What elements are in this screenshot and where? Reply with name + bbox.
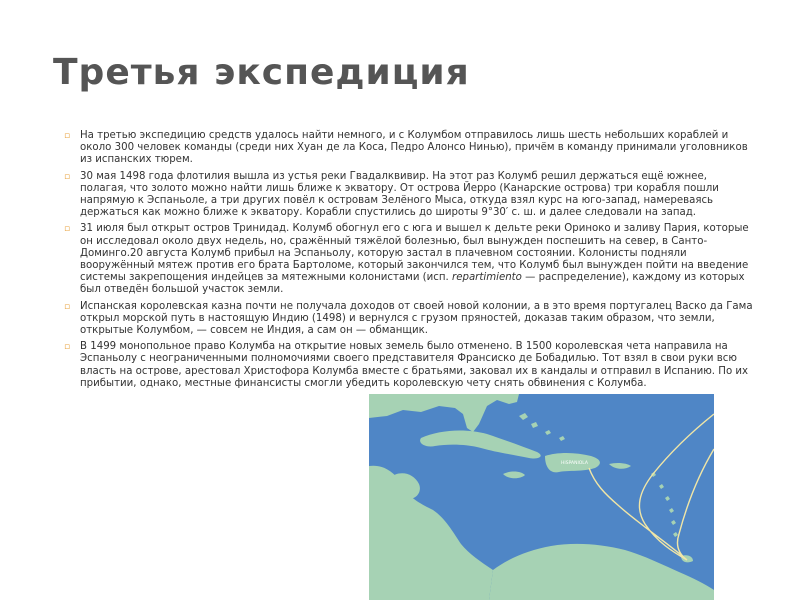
bullet-item <box>64 301 754 338</box>
bullet-text-italic: repartimiento <box>452 272 522 284</box>
bullet-item <box>64 171 754 220</box>
bullet-item <box>64 223 754 296</box>
bullet-text: На третью экспедицию средств удалось найти немного, и с Колумбом отправилось лишь шесть небольших кораблей и около 300 человек команды (среди них Хуан де ла Коса, Педро Алонсо Нинью), причём в команду принимали уголовников из испанских тюрем. <box>80 130 748 166</box>
bullet-text: В 1499 монопольное право Колумба на открытие новых земель было отменено. В 1500 королевская чета направила на Эспаньолу с неограниченными полномочиями своего представителя Франсиско де Бобадилью. Тот взял в свои руки всю власть на острове, арестовал Христофора Колумба вместе с братьями, заковал их в кандалы и отправил в Испанию. По их прибытии, однако, местные финансисты смогли убедить королевскую чету снять обвинения с Колумба. <box>80 341 749 389</box>
caribbean-route-map <box>369 394 714 600</box>
bullet-item <box>64 341 754 390</box>
bullet-item <box>64 130 754 167</box>
bullet-list <box>64 130 754 394</box>
bullet-text: 30 мая 1498 года флотилия вышла из устья реки Гвадалквивир. На этот раз Колумб решил держаться ещё южнее, полагая, что золото можно найти лишь ближе к экватору. От острова Йерро (Канарские острова) три корабля пошли напрямую к Эспаньоле, а три других повёл к островам Зелёного Мыса, откуда взял курс на юго-запад, намереваясь держаться как можно ближе к экватору. Корабли спустились до широты 9°30′ с. ш. и далее следовали на запад. <box>80 170 719 219</box>
bullet-icon: ▫ <box>64 171 71 182</box>
bullet-icon: ▫ <box>64 342 71 353</box>
map-label-hispaniola: HISPANIOLA <box>561 461 588 466</box>
bullet-icon: ▫ <box>64 224 71 235</box>
bullet-icon: ▫ <box>64 131 71 141</box>
bullet-text-after: — распределение), каждому из которых был отведён большой участок земли. <box>80 272 745 296</box>
bullet-icon: ▫ <box>64 301 71 312</box>
bullet-text-before: 31 июля был открыт остров Тринидад. Колумб обогнул его с юга и вышел к дельте реки Ориноко и заливу Пария, которые он исследовал около двух недель, но, сражённый тяжёлой болезнью, был вынужден поспешить на север, в Санто-Доминго.20 августа Колумб прибыл на Эспаньолу, которую застал в плачевном состоянии. Колонисты подняли вооружённый мятеж против его брата Бартоломе, который закончился тем, что Колумб был вынужден пойти на введение системы закрепощения индейцев за мятежными колонистами (исп. <box>80 223 749 284</box>
slide-title: Третья экспедиция <box>53 52 470 93</box>
bullet-text: Испанская королевская казна почти не получала доходов от своей новой колонии, а в это время португалец Васко да Гама открыл морской путь в настоящую Индию (1498) и вернулся с грузом пряностей, доказав таким образом, что земли, открытые Колумбом, — совсем не Индия, а сам он — обманщик. <box>80 300 753 337</box>
